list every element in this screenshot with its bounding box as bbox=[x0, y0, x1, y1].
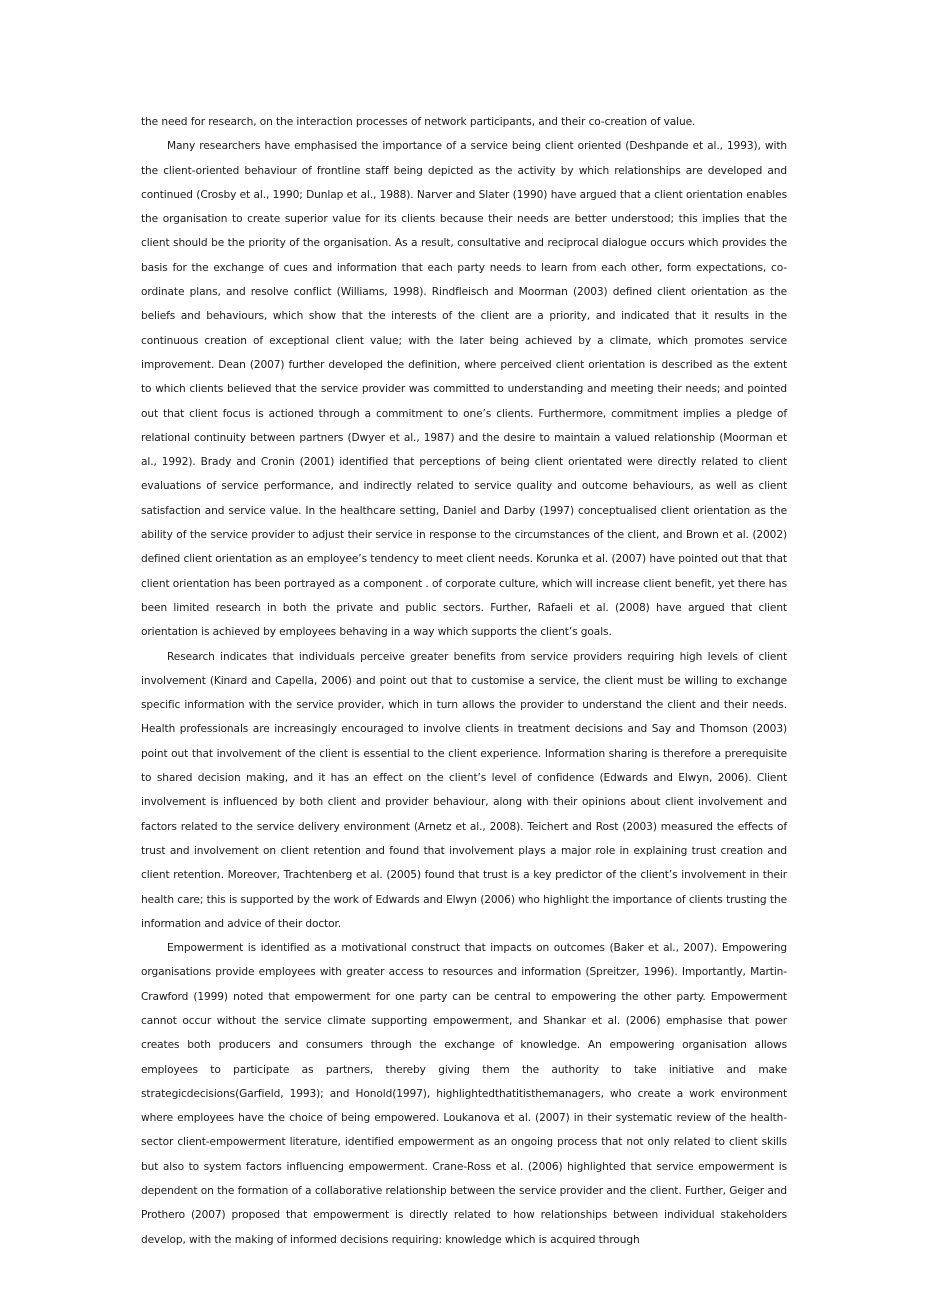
paragraph-3: Research indicates that individuals perceive greater benefits from service providers requiring high levels of client involvement (Kinard and Capella, 2006) and point out that to customise a service, the client must be willing to exchange specific information with the service provider, which in turn allows the provider to understand the client and their needs. Health professionals are increasingly encouraged to involve clients in treatment decisions and Say and Thomson (2003) point out that involvement of the client is essential to the client experience. Information sharing is therefore a prerequisite to shared decision making, and it has an effect on the client’s level of confidence (Edwards and Elwyn, 2006). Client involvement is influenced by both client and provider behaviour, along with their opinions about client involvement and factors related to the service delivery environment (Arnetz et al., 2008). Teichert and Rost (2003) measured the effects of trust and involvement on client retention and found that involvement plays a major role in explaining trust creation and client retention. Moreover, Trachtenberg et al. (2005) found that trust is a key predictor of the client’s involvement in their health care; this is supported by the work of Edwards and Elwyn (2006) who highlight the importance of clients trusting the information and advice of their doctor. bbox=[141, 650, 787, 930]
document-page bbox=[141, 110, 787, 1252]
paragraph-2: Many researchers have emphasised the importance of a service being client oriented (Deshpande et al., 1993), with the client-oriented behaviour of frontline staff being depicted as the activity by which relationships are developed and continued (Crosby et al., 1990; Dunlap et al., 1988). Narver and Slater (1990) have argued that a client orientation enables the organisation to create superior value for its clients because their needs are better understood; this implies that the client should be the priority of the organisation. As a result, consultative and reciprocal dialogue occurs which provides the basis for the exchange of cues and information that each party needs to learn from each other, form expectations, co-ordinate plans, and resolve conflict (Williams, 1998). Rindfleisch and Moorman (2003) defined client orientation as the beliefs and behaviours, which show that the interests of the client are a priority, and indicated that it results in the continuous creation of exceptional client value; with the later being achieved by a climate, which promotes service improvement. Dean (2007) further developed the definition, where perceived client orientation is described as the extent to which clients believed that the service provider was committed to understanding and meeting their needs; and pointed out that client focus is actioned through a commitment to one’s clients. Furthermore, commitment implies a pledge of relational continuity between partners (Dwyer et al., 1987) and the desire to maintain a valued relationship (Moorman et al., 1992). Brady and Cronin (2001) identified that perceptions of being client orientated were directly related to client evaluations of service performance, and indirectly related to service quality and outcome behaviours, as well as client satisfaction and service value. In the healthcare setting, Daniel and Darby (1997) conceptualised client orientation as the ability of the service provider to adjust their service in response to the circumstances of the client, and Brown et al. (2002) defined client orientation as an employee’s tendency to meet client needs. Korunka et al. (2007) have pointed out that that client orientation has been portrayed as a component . of corporate culture, which will increase client benefit, yet there has been limited research in both the private and public sectors. Further, Rafaeli et al. (2008) have argued that client orientation is achieved by employees behaving in a way which supports the client’s goals. bbox=[141, 140, 787, 639]
paragraph-4: Empowerment is identified as a motivational construct that impacts on outcomes (Baker et al., 2007). Empowering organisations provide employees with greater access to resources and information (Spreitzer, 1996). Importantly, Martin-Crawford (1999) noted that empowerment for one party can be central to empowering the other party. Empowerment cannot occur without the service climate supporting empowerment, and Shankar et al. (2006) emphasise that power creates both producers and consumers through the exchange of knowledge. An empowering organisation allows employees to participate as partners, thereby giving them the authority to take initiative and make strategicdecisions(Garfield, 1993); and Honold(1997), highlightedthatitisthemanagers, who create a work environment where employees have the choice of being empowered. Loukanova et al. (2007) in their systematic review of the health-sector client-empowerment literature, identified empowerment as an ongoing process that not only related to client skills but also to system factors influencing empowerment. Crane-Ross et al. (2006) highlighted that service empowerment is dependent on the formation of a collaborative relationship between the service provider and the client. Further, Geiger and Prothero (2007) proposed that empowerment is directly related to how relationships between individual stakeholders develop, with the making of informed decisions requiring: knowledge which is acquired through bbox=[141, 942, 787, 1246]
paragraph-1: the need for research, on the interaction processes of network participants, and their co-creation of value. bbox=[141, 116, 696, 128]
